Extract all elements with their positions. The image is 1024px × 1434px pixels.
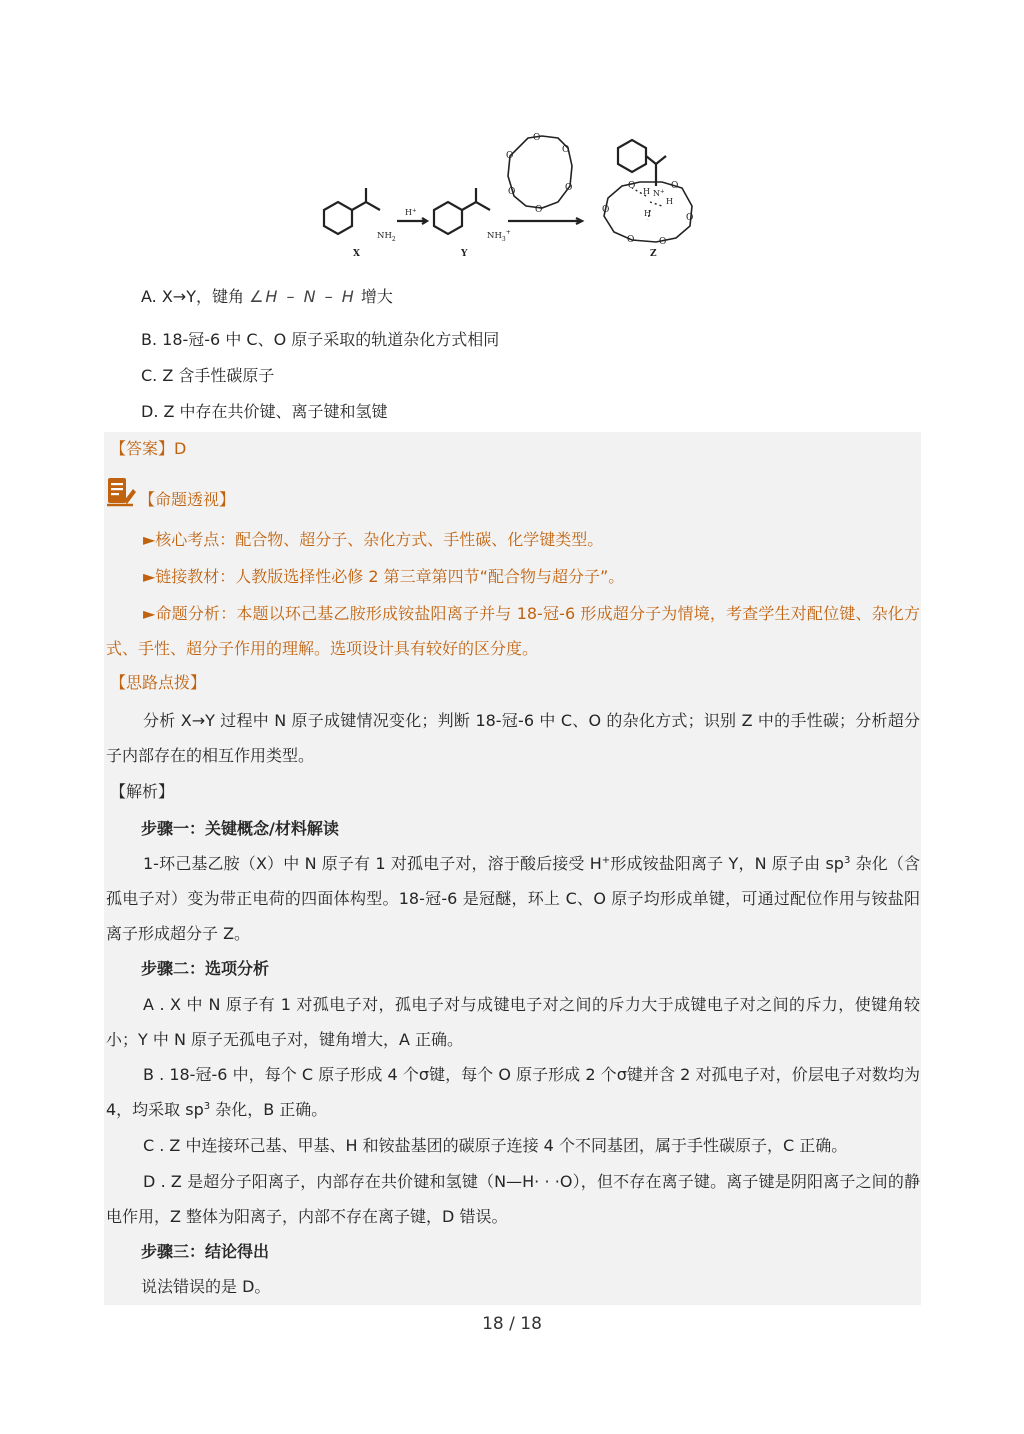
x-nh2-label: $NH_2$ (377, 231, 396, 243)
option-a-formula: ∠H – N – H (249, 287, 356, 306)
reaction-scheme (310, 126, 710, 266)
step1-text: 1-环己基乙胺（X）中 N 原子有 1 对孤电子对，溶于酸后接受 H+形成铵盐阳离子 Y，N 原子由 $sp^3$ 杂化（含孤电子对）变为带正电荷的四面体构型。18-冠-6 是冠醚，环上 C、O 原子均形成单键，可通过配位作用与铵盐阳离子形成超分子 Z。 (106, 854, 920, 943)
conclusion-text: 说法错误的是 D。 (141, 1277, 271, 1296)
answer-value: D (174, 439, 187, 458)
mingti-bullet-analysis: ►命题分析：本题以环己基乙胺形成铵盐阳离子并与 18-冠-6 形成超分子为情境，考查学生对配位键、杂化方式、手性、超分子作用的理解。选项设计具有较好的区分度。 (106, 604, 920, 658)
silu-title: 【思路点拨】 (110, 673, 207, 692)
crown-o-6: O (506, 151, 514, 161)
z-o-6: O (602, 205, 610, 215)
option-b: B. 18-冠-6 中 C、O 原子采取的轨道杂化方式相同 (141, 330, 500, 349)
z-o-3: O (686, 213, 694, 223)
z-h-1: H (643, 187, 650, 196)
z-h-2: H (666, 197, 673, 206)
analysis-b: B . 18-冠-6 中，每个 C 原子形成 4 个σ键，每个 O 原子形成 2 个σ键并含 2 对孤电子对，价层电子对数均为 4，均采取 $sp^3$ 杂化，B 正确。 (106, 1065, 920, 1119)
option-a (141, 286, 1024, 308)
option-a-suffix: 增大 (360, 287, 393, 306)
option-d: D. Z 中存在共价键、离子键和氢键 (141, 402, 388, 421)
analysis-a: A . X 中 N 原子有 1 对孤电子对，孤电子对与成键电子对之间的斥力大于成键电子对之间的斥力，使键角较小；Y 中 N 原子无孤电子对，键角增大，A 正确。 (106, 995, 920, 1049)
label-z: Z (650, 249, 657, 259)
option-c: C. Z 含手性碳原子 (141, 366, 275, 385)
mingti-title: 【命题透视】 (139, 490, 236, 509)
z-o-5: O (627, 235, 635, 245)
step1-title: 步骤一：关键概念/材料解读 (141, 819, 339, 838)
option-a-prefix: A. X→Y，键角 (141, 287, 244, 306)
crown-o-1: O (533, 133, 541, 143)
silu-text: 分析 X→Y 过程中 N 原子成键情况变化；判断 18-冠-6 中 C、O 的杂化方式；识别 Z 中的手性碳；分析超分子内部存在的相互作用类型。 (106, 711, 920, 765)
answer-label: 【答案】 (110, 439, 175, 458)
crown-o-5: O (508, 187, 516, 197)
crown-o-4: O (535, 205, 543, 215)
mingti-bullet-textbook: ►链接教材：人教版选择性必修 2 第三章第四节“配合物与超分子”。 (143, 567, 625, 586)
jiexi-title: 【解析】 (110, 782, 175, 801)
reaction-scheme-svg (310, 126, 710, 266)
step2-title: 步骤二：选项分析 (141, 959, 270, 978)
crown-o-2: O (562, 145, 570, 155)
answer-line (110, 438, 186, 460)
mingti-bullet-core: ►核心考点：配合物、超分子、杂化方式、手性碳、化学键类型。 (143, 530, 604, 549)
label-y: Y (461, 249, 468, 259)
z-h-3: H (644, 209, 651, 218)
note-edit-icon (105, 476, 137, 508)
z-o-4: O (659, 237, 667, 247)
crown-o-3: O (565, 183, 573, 193)
step3-title: 步骤三：结论得出 (141, 1242, 270, 1261)
label-x: X (353, 249, 360, 259)
analysis-c: C . Z 中连接环己基、甲基、H 和铵盐基团的碳原子连接 4 个不同基团，属于手性碳原子，C 正确。 (143, 1136, 848, 1155)
analysis-d: D . Z 是超分子阳离子，内部存在共价键和氢键（N—H· · ·O），但不存在离子键。离子键是阴阳离子之间的静电作用，Z 整体为阳离子，内部不存在离子键，D 错误。 (106, 1172, 920, 1226)
z-o-1: O (628, 181, 636, 191)
z-n: N+ (653, 189, 665, 198)
page-number: 18 / 18 (482, 1314, 542, 1334)
h-plus-reagent: H+ (405, 208, 417, 217)
z-o-2: O (671, 181, 679, 191)
y-nh3-label: $NH_3^+$ (487, 229, 511, 243)
